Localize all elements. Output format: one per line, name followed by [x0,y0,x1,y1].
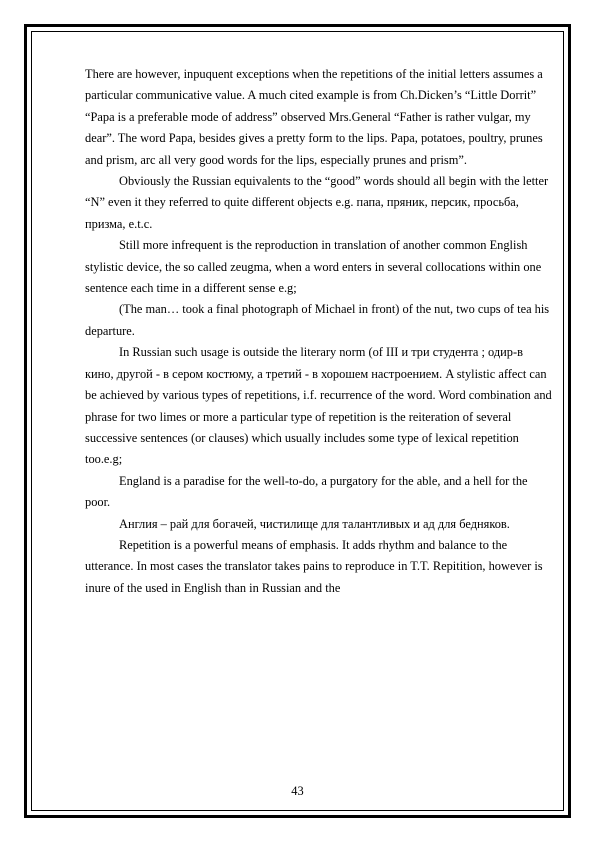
paragraph-8: Repetition is a powerful means of emphasis. It adds rhythm and balance to the utterance. In most cases the translator takes pains to reproduce in T.T. Repitition, however is inure of the used in English than in Russian and the [85,537,543,595]
document-body [85,64,553,599]
paragraph-1: There are however, inpuquent exceptions when the repetitions of the initial letters assumes a particular communicative value. A much cited example is from Ch.Dicken’s “Little Dorrit” “Papa is a preferable mode of address” observed Mrs.General “Father is rather vulgar, my dear”. The word Papa, besides gives a pretty form to the lips. Papa, potatoes, poultry, prunes and prism, arc all very good words for the lips, especially prunes and prism”. [85,67,543,167]
paragraph-6: England is a paradise for the well-to-do, a purgatory for the able, and a hell for the poor. [85,473,528,510]
paragraph-2: Obviously the Russian equivalents to the “good” words should all begin with the letter “N” even it they referred to quite different objects e.g. папа, пряник, персик, просьба, призма, e.t.c. [85,174,549,231]
page-number: 43 [291,784,304,798]
paragraph-5: In Russian such usage is outside the literary norm (of III и три студента ; одир-в кино, другой - в сером костюму, а третий - в хорошем настроением. A stylistic affect can be achieved by various types of repetitions, i.f. recurrence of the word. Word combination and phrase for two limes or more a particular type of repetition is the reiteration of several successive sentences (or clauses) which usually includes some type of lexical repetition too.e.g; [85,345,552,467]
paragraph-4: (The man… took a final photograph of Michael in front) of the nut, two cups of tea his departure. [85,302,550,338]
paragraph-7: Англия – рай для богачей, чистилище для талантливых и ад для бедняков. [119,516,510,531]
paragraph-3: Still more infrequent is the reproduction in translation of another common English stylistic device, the so called zeugma, when a word enters in several collocations within one sentence each time in a different sense e.g; [85,238,542,296]
